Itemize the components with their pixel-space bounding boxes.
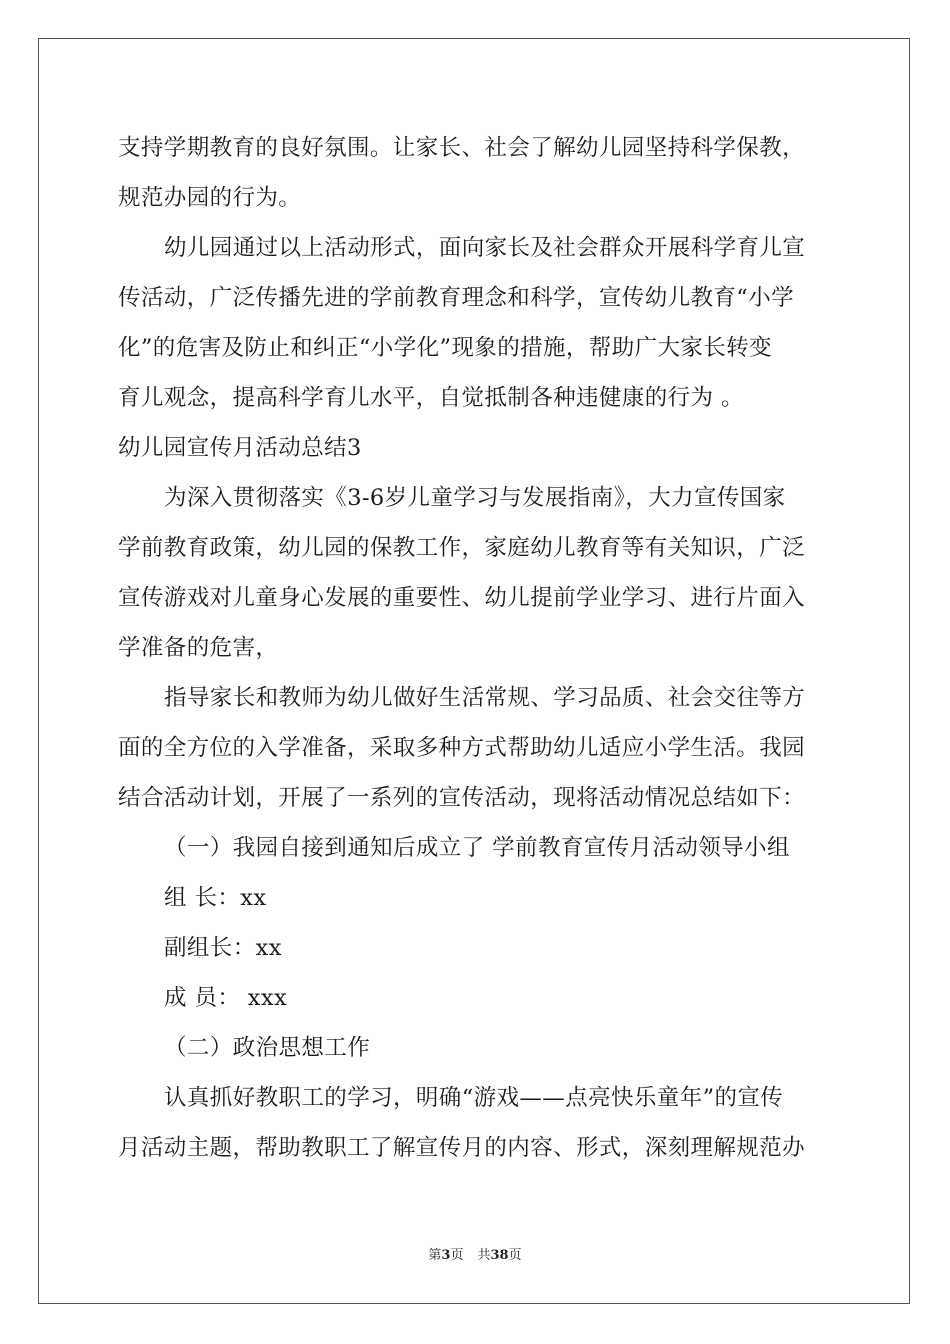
text-line: 学前教育政策，幼儿园的保教工作，家庭幼儿教育等有关知识，广泛 <box>118 535 806 561</box>
paragraph-start: 认真抓好教职工的学习，明确“游戏——点亮快乐童年”的宣传 <box>164 1085 784 1111</box>
page-suffix: 页 <box>450 1248 464 1263</box>
text-line: 规范办园的行为。 <box>118 185 302 211</box>
text-line: 学准备的危害， <box>118 635 279 661</box>
text-line: 育儿观念，提高科学育儿水平，自觉抵制各种违健康的行为 。 <box>118 385 744 411</box>
paragraph-start: 为深入贯彻落实《3-6岁儿童学习与发展指南》，大力宣传国家 <box>164 485 786 511</box>
page-border <box>38 38 910 1304</box>
page-total: 38 <box>490 1248 509 1263</box>
total-suffix: 页 <box>508 1248 522 1263</box>
list-item: （二）政治思想工作 <box>164 1035 371 1061</box>
list-item: （一）我园自接到通知后成立了 学前教育宣传月活动领导小组 <box>164 835 790 861</box>
page-current: 3 <box>441 1248 451 1263</box>
text-line: 宣传游戏对儿童身心发展的重要性、幼儿提前学业学习、进行片面入 <box>118 585 806 611</box>
section-heading: 幼儿园宣传月活动总结3 <box>118 435 362 461</box>
text-line: 化”的危害及防止和纠正“小学化”现象的措施，帮助广大家长转变 <box>118 335 773 361</box>
total-prefix: 共 <box>477 1248 491 1263</box>
paragraph-start: 指导家长和教师为幼儿做好生活常规、学习品质、社会交往等方 <box>164 685 806 711</box>
list-item: 组 长：xx <box>164 885 267 911</box>
list-item: 成 员： xxx <box>164 985 288 1011</box>
text-line: 传活动，广泛传播先进的学前教育理念和科学，宣传幼儿教育“小学 <box>118 285 795 311</box>
text-line: 面的全方位的入学准备，采取多种方式帮助幼儿适应小学生活。我园 <box>118 735 806 761</box>
text-line: 月活动主题，帮助教职工了解宣传月的内容、形式，深刻理解规范办 <box>118 1135 806 1161</box>
text-line: 结合活动计划，开展了一系列的宣传活动，现将活动情况总结如下： <box>118 785 806 811</box>
text-line: 支持学期教育的良好氛围。让家长、社会了解幼儿园坚持科学保教， <box>118 135 806 161</box>
list-item: 副组长：xx <box>164 935 282 961</box>
page-prefix: 第 <box>428 1248 442 1263</box>
page-footer <box>0 1247 950 1265</box>
paragraph-start: 幼儿园通过以上活动形式，面向家长及社会群众开展科学育儿宣 <box>164 235 806 261</box>
